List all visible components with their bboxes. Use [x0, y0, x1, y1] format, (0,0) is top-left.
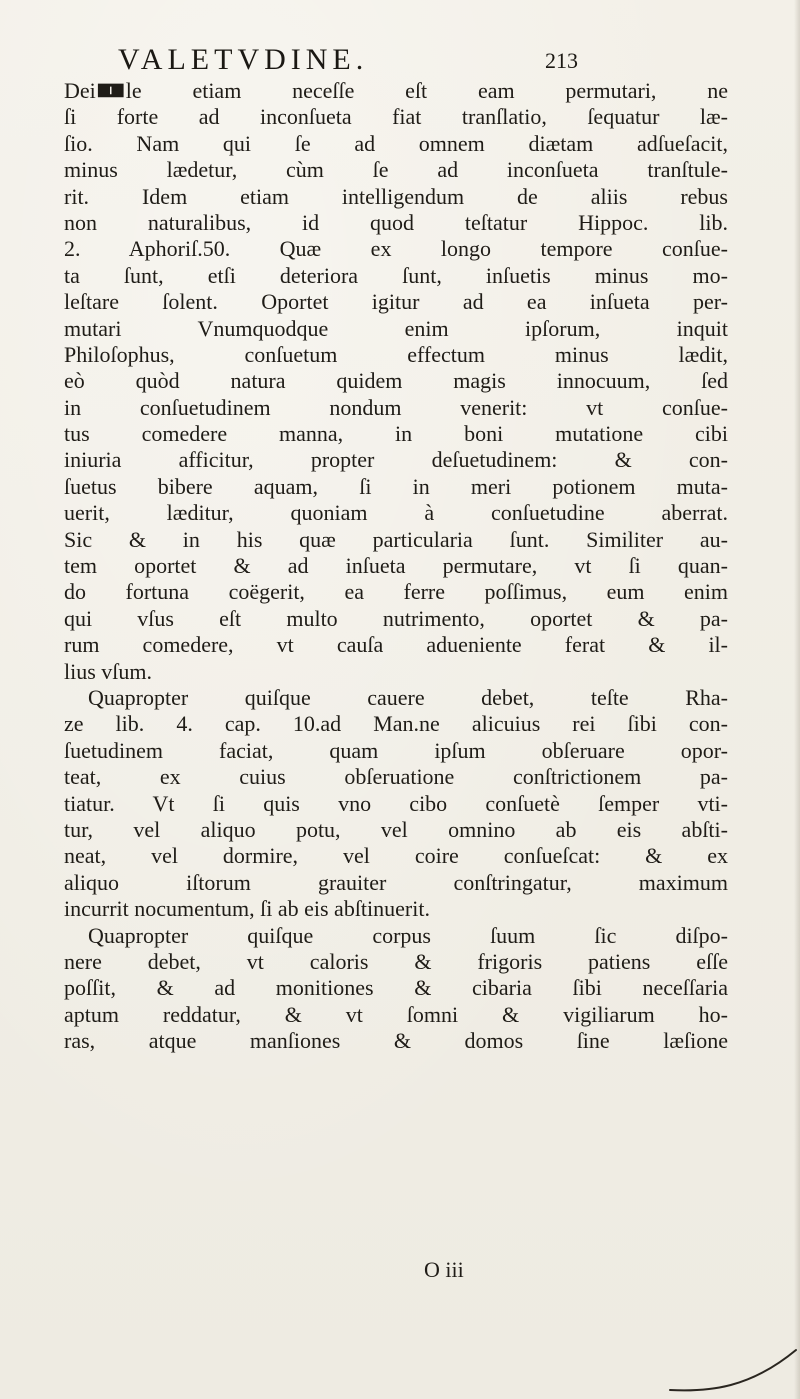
text-line: rit. Idem etiam intelligendum de aliis rebus — [64, 183, 728, 209]
text-line: lius vſum. — [64, 658, 153, 684]
text-line: minus lædetur, cùm ſe ad inconſueta tranſtule- — [64, 157, 728, 183]
text-line: Quapropter quiſque corpus ſuum ſic diſpo- — [88, 922, 728, 948]
pen-stroke-mark — [660, 1330, 800, 1399]
text-line: ſuetudinem faciat, quam ipſum obſeruare opor- — [64, 737, 728, 763]
text-line: mutari Vnumquodque enim ipſorum, inquit — [64, 315, 728, 341]
text-line: ta ſunt, etſi deteriora ſunt, inſuetis minus mo- — [64, 262, 728, 288]
text-line: do fortuna coëgerit, ea ferre poſſimus, eum enim — [64, 579, 728, 605]
text-line: qui vſus eſt multo nutrimento, oportet & pa- — [64, 605, 728, 631]
text-line: eò quòd natura quidem magis innocuum, ſed — [64, 368, 728, 394]
text-line: rum comedere, vt cauſa adueniente ferat & il- — [64, 632, 728, 658]
text-line: tiatur. Vt ſi quis vno cibo conſuetè ſemper vti- — [64, 790, 728, 816]
text-line: ſuetus bibere aquam, ſi in meri potionem muta- — [64, 473, 728, 499]
text-line: Quapropter quiſque cauere debet, teſte Rha- — [88, 684, 728, 710]
page-edge-shadow — [794, 0, 800, 1399]
text-line: 2. Aphoriſ.50. Quæ ex longo tempore conſue- — [64, 236, 728, 262]
text-line: nere debet, vt caloris & frigoris patiens eſſe — [64, 948, 728, 974]
text-line: iniuria afficitur, propter deſuetudinem: & con- — [64, 447, 728, 473]
page-header — [118, 40, 578, 80]
text-line: uerit, læditur, quoniam à conſuetudine aberrat. — [64, 500, 728, 526]
running-head: VALETVDINE. — [118, 43, 369, 76]
text-line: tem oportet & ad inſueta permutare, vt ſi quan- — [64, 553, 728, 579]
text-line: aptum reddatur, & vt ſomni & vigiliarum ho- — [64, 1001, 728, 1027]
text-line: ſi forte ad inconſueta fiat tranſlatio, ſequatur læ- — [64, 104, 728, 130]
text-line: ze lib. 4. cap. 10.ad Man.ne alicuius rei ſibi con- — [64, 711, 728, 737]
text-line: tur, vel aliquo potu, vel omnino ab eis abſti- — [64, 816, 728, 842]
text-line: Dei🀰le etiam neceſſe eſt eam permutari, ne — [64, 78, 728, 103]
body-text — [64, 78, 728, 1054]
text-line: Sic & in his quæ particularia ſunt. Similiter au- — [64, 526, 728, 552]
text-line: in conſuetudinem nondum venerit: vt conſue- — [64, 394, 728, 420]
text-line: incurrit nocumentum, ſi ab eis abſtinuerit. — [64, 896, 430, 922]
text-line: poſſit, & ad monitiones & cibaria ſibi neceſſaria — [64, 975, 728, 1001]
text-line: tus comedere manna, in boni mutatione cibi — [64, 421, 728, 447]
page-number: 213 — [545, 48, 578, 73]
text-line: leſtare ſolent. Oportet igitur ad ea inſueta per- — [64, 289, 728, 315]
text-line: neat, vel dormire, vel coire conſueſcat: & ex — [64, 843, 728, 869]
text-line: teat, ex cuius obſeruatione conſtrictionem pa- — [64, 764, 728, 790]
text-line: Philoſophus, conſuetum effectum minus lædit, — [64, 341, 728, 367]
text-line: non naturalibus, id quod teſtatur Hippoc. lib. — [64, 209, 728, 235]
text-line: ras, atque manſiones & domos ſine læſione — [64, 1028, 728, 1054]
text-line: aliquo iſtorum grauiter conſtringatur, maximum — [64, 869, 728, 895]
text-line: ſio. Nam qui ſe ad omnem diætam adſueſacit, — [64, 130, 728, 156]
signature-mark: O iii — [424, 1257, 464, 1282]
